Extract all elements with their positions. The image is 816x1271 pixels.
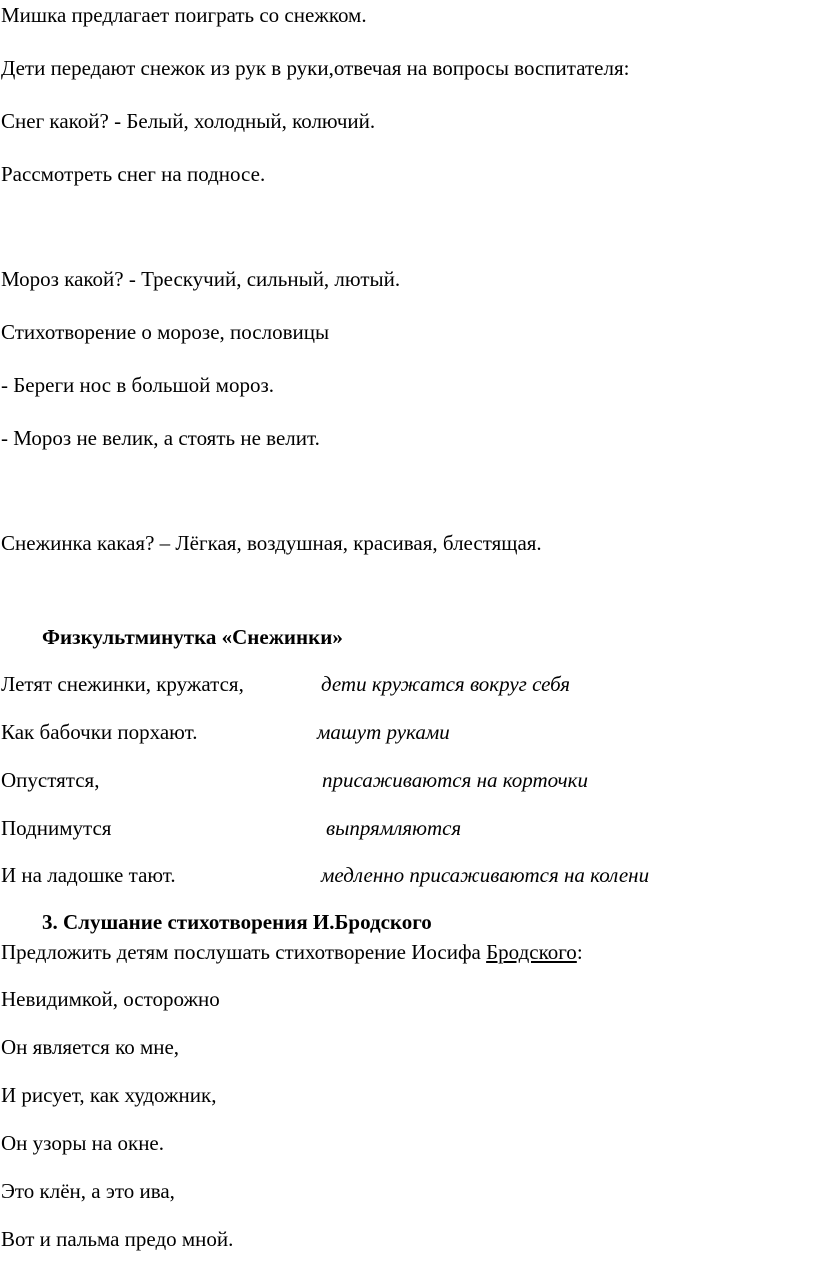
intro-line-3: Снег какой? - Белый, холодный, колючий. (1, 109, 376, 133)
exercise-row-action: дети кружатся вокруг себя (321, 672, 570, 696)
frost-line-2: Стихотворение о морозе, пословицы (1, 320, 330, 344)
exercise-row (1, 671, 811, 697)
poem-line: Это клён, а это ива, (1, 1179, 175, 1203)
poem-line: Он является ко мне, (1, 1035, 180, 1059)
exercise-row-text: И на ладошке тают. (1, 863, 176, 887)
exercise-row-text: Поднимутся (1, 816, 112, 840)
brodsky-link[interactable]: Бродского (486, 940, 577, 964)
exercise-row-action: выпрямляются (326, 816, 462, 840)
exercise-row-action: присаживаются на корточки (322, 768, 588, 792)
snowflake-line-1: Снежинка какая? – Лёгкая, воздушная, красивая, блестящая. (1, 531, 542, 555)
poem-line: Он узоры на окне. (1, 1131, 165, 1155)
exercise-row (1, 719, 811, 745)
section-3-intro (1, 939, 583, 965)
intro-line-1: Мишка предлагает поиграть со снежком. (1, 3, 367, 27)
frost-line-4: - Мороз не велик, а стоять не велит. (1, 426, 320, 450)
exercise-row (1, 862, 811, 888)
poem-line: Невидимкой, осторожно (1, 987, 220, 1011)
exercise-row-text: Летят снежинки, кружатся, (1, 672, 244, 696)
exercise-row-action: медленно присаживаются на колени (321, 863, 650, 887)
exercise-row-action: машут руками (317, 720, 450, 744)
exercise-title: Физкультминутка «Снежинки» (42, 625, 343, 649)
intro-line-2: Дети передают снежок из рук в руки,отвечая на вопросы воспитателя: (1, 56, 630, 80)
exercise-row-text: Как бабочки порхают. (1, 720, 198, 744)
exercise-row (1, 767, 811, 793)
intro-line-4: Рассмотреть снег на подносе. (1, 162, 266, 186)
poem-line: И рисует, как художник, (1, 1083, 217, 1107)
section-3-intro-text: Предложить детям послушать стихотворение Иосифа (1, 940, 487, 964)
exercise-row (1, 815, 811, 841)
section-3-intro-colon: : (576, 940, 583, 964)
frost-line-1: Мороз какой? - Трескучий, сильный, лютый. (1, 267, 401, 291)
poem-line: Вот и пальма предо мной. (1, 1227, 234, 1251)
frost-line-3: - Береги нос в большой мороз. (1, 373, 274, 397)
exercise-row-text: Опустятся, (1, 768, 100, 792)
section-3-title: 3. Слушание стихотворения И.Бродского (42, 910, 432, 934)
